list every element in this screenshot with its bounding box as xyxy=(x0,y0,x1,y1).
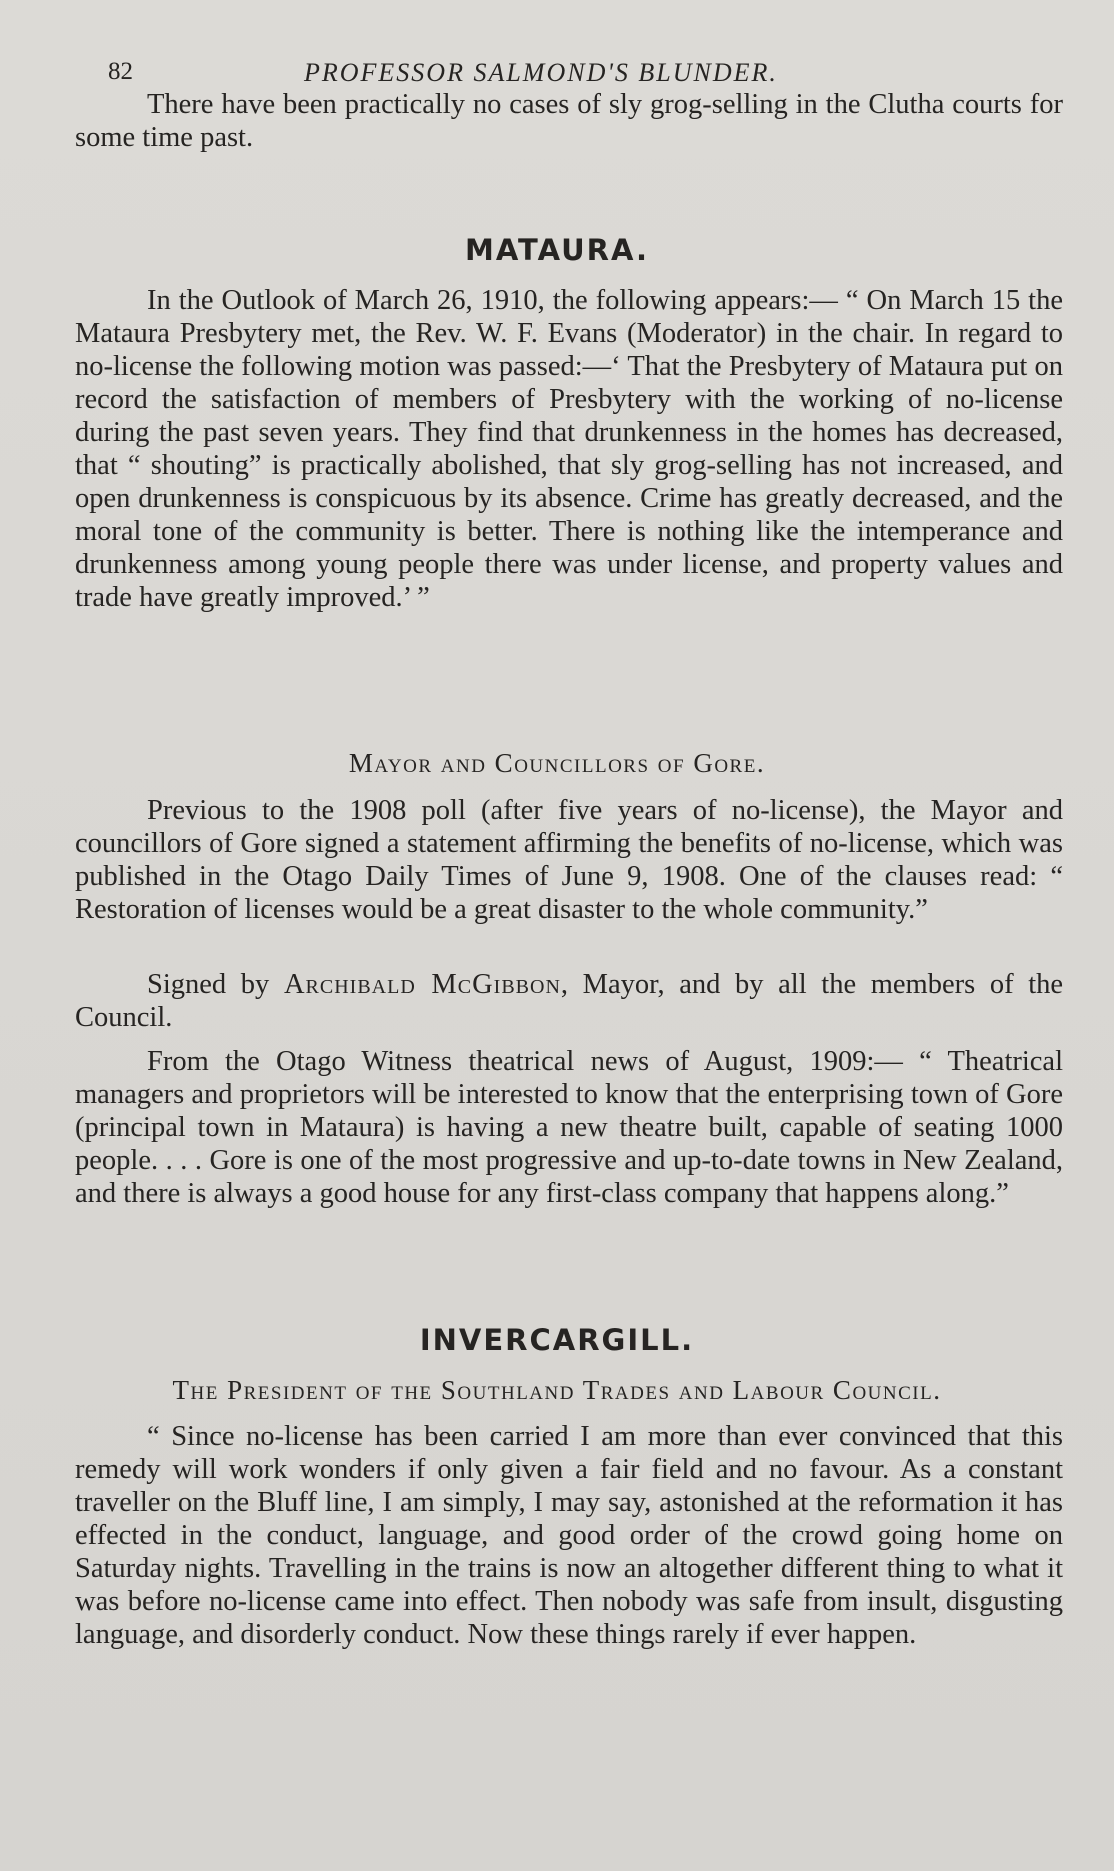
mataura-paragraph: In the Outlook of March 26, 1910, the following appears:— “ On March 15 the Mataura Presbytery met, the Rev. W. F. Evans (Moderator) in the chair. In regard to no-license the following motion was passed:—‘ That the Presbytery of Mataura put on record the satisfaction of members of Presbytery with the working of no-license during the past seven years. They find that drunkenness in the homes has decreased, that “ shouting” is practically abolished, that sly grog-selling has not increased, and open drunkenness is conspicuous by its absence. Crime has greatly decreased, and the moral tone of the community is better. There is nothing like the intemperance and drunkenness among young people there was under license, and property values and trade have greatly improved.’ ” xyxy=(75,285,1063,613)
witness-paragraph xyxy=(75,1045,1063,1210)
subheading-southland-council: The President of the Southland Trades and Labour Council. xyxy=(172,1375,942,1405)
page-number: 82 xyxy=(108,58,133,85)
mayor-name: Archibald McGibbon xyxy=(283,969,561,1000)
section-heading-mataura: MATAURA. xyxy=(464,233,649,267)
signed-paragraph xyxy=(75,968,1063,1034)
running-title: PROFESSOR SALMOND'S BLUNDER. xyxy=(304,58,778,87)
witness-ellipsis: . . . xyxy=(165,1145,202,1176)
signed-prefix: Signed by xyxy=(147,969,270,1000)
signed-suffix: , Mayor, and by all the members of the Council. xyxy=(75,969,1064,1033)
gore-statement-paragraph: Previous to the 1908 poll (after five years of no-license), the Mayor and councillors of Gore signed a statement affirming the benefits of no-license, which was published in the Otago Daily Times of June 9, 1908. One of the clauses read: “ Restoration of licenses would be a great disaster to the whole community.” xyxy=(75,795,1063,925)
section-heading-invercargill: INVERCARGILL. xyxy=(419,1323,695,1357)
witness-text-2: Gore is one of the most progressive and up-to-date towns in New Zealand, and there is always a good house for any first-class company that happens along.” xyxy=(75,1145,1064,1209)
subheading-gore-council: Mayor and Councillors of Gore. xyxy=(348,748,766,778)
intro-paragraph: There have been practically no cases of sly grog-selling in the Clutha courts for some time past. xyxy=(75,89,1063,153)
witness-text-1: From the Otago Witness theatrical news of August, 1909:— “ Theatrical managers and proprietors will be interested to know that the enterprising town of Gore (principal town in Mataura) is having a new theatre built, capable of seating 1000 people. xyxy=(75,1046,1063,1176)
invercargill-paragraph: “ Since no-license has been carried I am more than ever convinced that this remedy will work wonders if only given a fair field and no favour. As a constant traveller on the Bluff line, I am simply, I may say, astonished at the reformation it has effected in the conduct, language, and good order of the crowd going home on Saturday nights. Travelling in the trains is now an altogether different thing to what it was before no-license came into effect. Then nobody was safe from insult, disgusting language, and disorderly conduct. Now these things rarely if ever happen. xyxy=(75,1421,1063,1650)
